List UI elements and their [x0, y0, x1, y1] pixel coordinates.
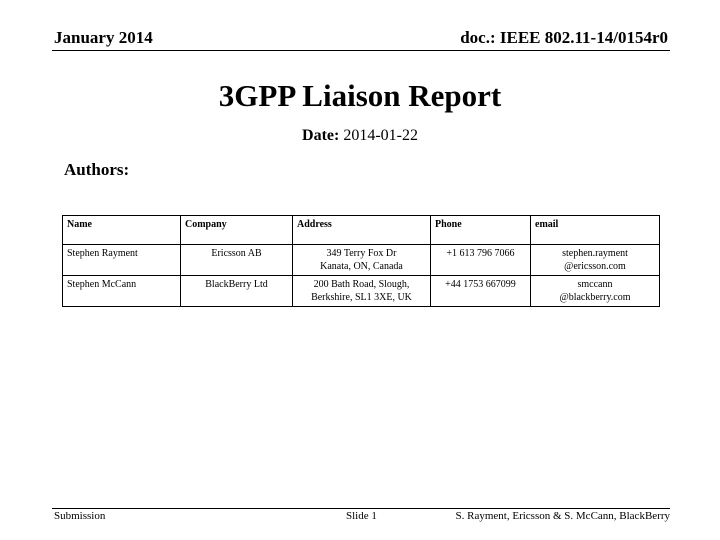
column-header-company: Company: [181, 216, 293, 245]
email-line: smccann: [577, 279, 613, 290]
author-phone: +1 613 796 7066: [431, 245, 531, 276]
footer-divider: [52, 508, 670, 509]
header-divider: [52, 50, 670, 51]
author-company: BlackBerry Ltd: [181, 276, 293, 307]
table-row: [63, 276, 660, 307]
author-address: [293, 245, 431, 276]
author-name: Stephen Rayment: [63, 245, 181, 276]
footer-slide-number: Slide 1: [346, 510, 377, 522]
header-date: January 2014: [54, 28, 153, 47]
email-line: @blackberry.com: [559, 292, 631, 303]
column-header-address: Address: [293, 216, 431, 245]
email-line: stephen.rayment: [562, 248, 628, 259]
email-line: @ericsson.com: [564, 261, 626, 272]
date-value: 2014-01-22: [343, 127, 418, 144]
column-header-email: email: [531, 216, 660, 245]
authors-heading: Authors:: [64, 160, 130, 179]
column-header-name: Name: [63, 216, 181, 245]
table-row: [63, 245, 660, 276]
authors-table: [62, 215, 660, 307]
author-phone: +44 1753 667099: [431, 276, 531, 307]
date-line: [0, 127, 720, 145]
author-email: [531, 276, 660, 307]
footer-authors: S. Rayment, Ericsson & S. McCann, BlackBerry: [455, 510, 670, 522]
address-line: Berkshire, SL1 3XE, UK: [311, 292, 412, 303]
date-label: Date:: [302, 127, 340, 144]
address-line: 200 Bath Road, Slough,: [313, 279, 410, 290]
address-line: 349 Terry Fox Dr: [326, 248, 397, 259]
slide-title: 3GPP Liaison Report: [218, 78, 502, 113]
address-line: Kanata, ON, Canada: [320, 261, 403, 272]
author-address: [293, 276, 431, 307]
author-email: [531, 245, 660, 276]
footer-submission: Submission: [54, 510, 106, 522]
author-name: Stephen McCann: [63, 276, 181, 307]
header-doc-id: doc.: IEEE 802.11-14/0154r0: [460, 28, 668, 47]
author-company: Ericsson AB: [181, 245, 293, 276]
column-header-phone: Phone: [431, 216, 531, 245]
table-header-row: [63, 216, 660, 245]
